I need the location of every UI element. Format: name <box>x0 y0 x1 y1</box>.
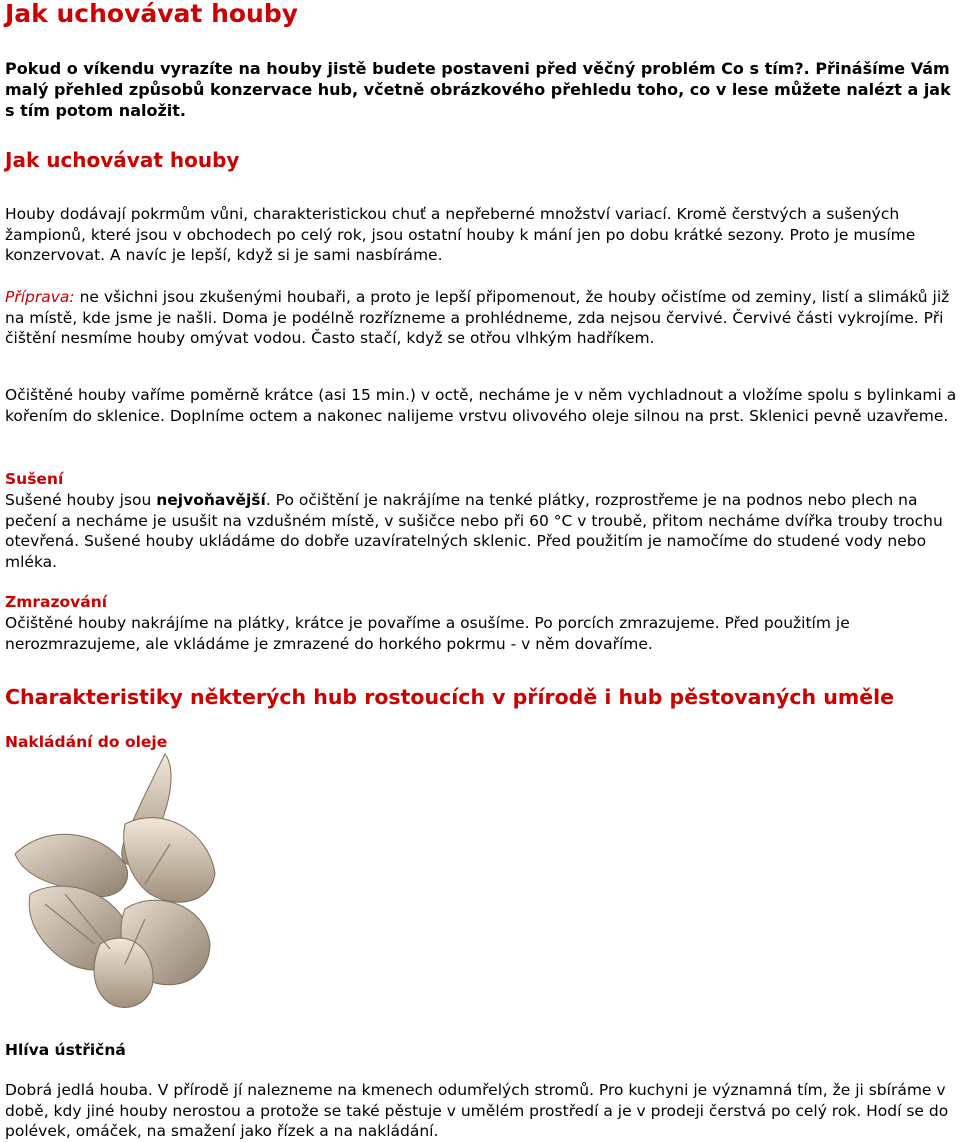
oyster-mushroom-illustration <box>5 744 225 1024</box>
section-title-nakladani: Nakládání do oleje <box>5 733 168 751</box>
mushroom-description: Dobrá jedlá houba. V přírodě jí nalezneme na kmenech odumřelých stromů. Pro kuchyni je významná tím, že ji sbíráme v době, kdy jiné houby nerostou a protože se také pěstuje v umělém prostředí a je v prodeji čerstvá po celý rok. Hodí se do polévek, omáček, na smažení jako řízek a na nakládání. <box>5 1081 949 1140</box>
paragraph-zmrazovani: Očištěné houby nakrájíme na plátky, krátce je povaříme a osušíme. Po porcích zmrazujeme. Před použitím je nerozmrazujeme, ale vkládáme je zmrazené do horkého pokrmu - v něm dovaříme. <box>5 614 850 653</box>
section-title-suseni: Sušení <box>5 470 64 488</box>
suseni-bold: nejvoňavější <box>156 491 266 509</box>
section-subtitle: Jak uchovávat houby <box>5 148 240 172</box>
mushroom-name: Hlíva ústřičná <box>5 1041 126 1059</box>
paragraph-suseni <box>5 490 957 572</box>
section-title-zmrazovani: Zmrazování <box>5 593 108 611</box>
priprava-text: ne všichni jsou zkušenými houbaři, a proto je lepší připomenout, že houby očistíme od zeminy, listí a slimáků již na místě, kde jsme je našli. Doma je podélně rozřízneme a prohlédneme, zda nejsou červivé. Červivé části vykrojíme. Při čištění nesmíme houby omývat vodou. Často stačí, když se otřou vlhkým hadříkem. <box>5 288 950 347</box>
priprava-label: Příprava: <box>5 288 75 306</box>
suseni-text-a: Sušené houby jsou <box>5 491 157 509</box>
intro-paragraph: Pokud o víkendu vyrazíte na houby jistě budete postaveni před věčný problém Co s tím?. Přinášíme Vám malý přehled způsobů konzervace hub, včetně obrázkového přehledu toho, co v lese můžete nalézt a jak s tím potom naložit. <box>5 59 951 120</box>
paragraph-priprava <box>5 287 957 349</box>
paragraph-nakladani: Očištěné houby vaříme poměrně krátce (asi 15 min.) v octě, necháme je v něm vychladnout a vložíme spolu s bylinkami a kořením do sklenice. Doplníme octem a nakonec nalijeme vrstvu olivového oleje silnou na prst. Sklenici pevně uzavřeme. <box>5 386 957 425</box>
characteristics-heading: Charakteristiky některých hub rostoucích v přírodě i hub pěstovaných uměle <box>5 685 895 709</box>
suseni-text-b: . Po očištění je nakrájíme na tenké plátky, rozprostřeme je na podnos nebo plech na pečení a necháme je usušit na vzdušném místě, v sušičce nebo při 60 °C v troubě, přitom necháme dvířka trouby trochu otevřená. Sušené houby ukládáme do dobře uzavíratelných sklenic. Před použitím je namočíme do studené vody nebo mléka. <box>5 491 943 571</box>
page-title: Jak uchovávat houby <box>5 0 299 28</box>
paragraph-intro-text: Houby dodávají pokrmům vůni, charakteristickou chuť a nepřeberné množství variací. Kromě čerstvých a sušených žampionů, které jsou v obchodech po celý rok, jsou ostatní houby k mání jen po dobu krátké sezony. Proto je musíme konzervovat. A navíc je lepší, když si je sami nasbíráme. <box>5 205 916 264</box>
